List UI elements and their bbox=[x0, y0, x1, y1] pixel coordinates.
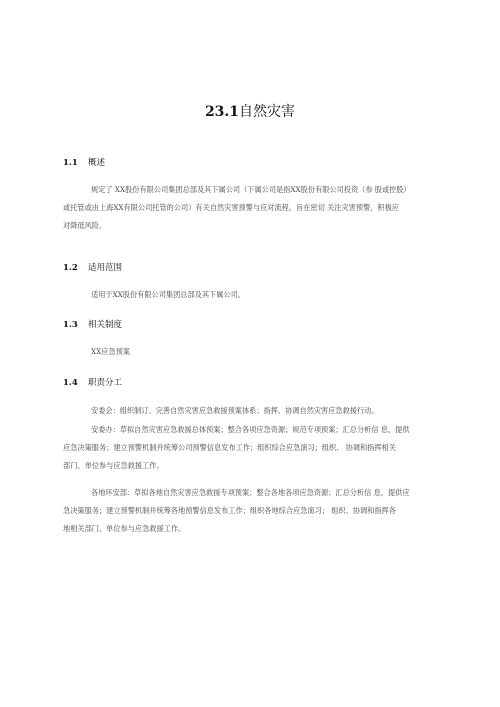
section-heading-duties bbox=[63, 376, 122, 388]
text-line: XX应急预案 bbox=[91, 347, 130, 356]
page-title bbox=[0, 101, 500, 121]
duties-paragraph-3 bbox=[63, 484, 437, 538]
title-text: 自然灾害 bbox=[239, 104, 296, 120]
text-line: 或托管或由上海XX有限公司托管的公司）有关自然灾害预警与应对流程。旨在密切 关注灾害预警，积极应 bbox=[63, 203, 399, 212]
overview-paragraph bbox=[63, 181, 437, 235]
section-title: 适用范围 bbox=[88, 263, 123, 273]
scope-paragraph bbox=[63, 286, 437, 304]
text-line: 适用于XX股份有限公司集团总部及其下属公司。 bbox=[91, 290, 245, 299]
section-title: 职责分工 bbox=[88, 378, 123, 388]
text-line: 急决策服务；建立预警机制并统筹各地预警信息发布工作；组织各地综合应急演习； 组织、协调和指挥各 bbox=[63, 506, 396, 515]
text-line: 部门、单位参与应急救援工作。 bbox=[63, 461, 164, 470]
section-title: 相关制度 bbox=[88, 320, 123, 330]
text-line: 应急决策服务；建立预警机制并统筹公司预警信息发布工作；组织综合应急演习；组织、 协调和指挥相关 bbox=[63, 443, 396, 452]
text-line: 安委办：草拟自然灾害应急救援总体预案；整合各项应急资源；规范专项预案；汇总分析信 息，提供 bbox=[91, 425, 410, 434]
section-number: 1.4 bbox=[63, 378, 78, 388]
section-heading-overview bbox=[63, 156, 105, 168]
section-number: 1.1 bbox=[63, 158, 78, 168]
text-line: 安委会：组织制订、完善自然灾害应急救援预案体系；指挥、协调自然灾害应急救援行动。 bbox=[91, 406, 379, 415]
text-line: 规定了 XX股份有限公司集团总部及其下属公司（下属公司是指XX股份有限公司投资（参 股或控股） bbox=[91, 185, 411, 194]
section-number: 1.3 bbox=[63, 320, 78, 330]
section-title: 概述 bbox=[88, 158, 106, 168]
section-heading-related bbox=[63, 318, 122, 330]
section-heading-scope bbox=[63, 261, 122, 273]
duties-paragraph-2 bbox=[63, 421, 437, 475]
title-number: 23.1 bbox=[204, 104, 240, 120]
text-line: 各地环安部：草拟各地自然灾害应急救援专项预案；整合各地各项应急资源；汇总分析信 息，提供应 bbox=[91, 488, 410, 497]
text-line: 对降低风险。 bbox=[63, 221, 107, 230]
related-paragraph bbox=[63, 343, 437, 361]
duties-paragraph-1 bbox=[63, 402, 437, 420]
text-line: 地相关部门、单位参与应急救援工作。 bbox=[63, 524, 186, 533]
section-number: 1.2 bbox=[63, 263, 78, 273]
